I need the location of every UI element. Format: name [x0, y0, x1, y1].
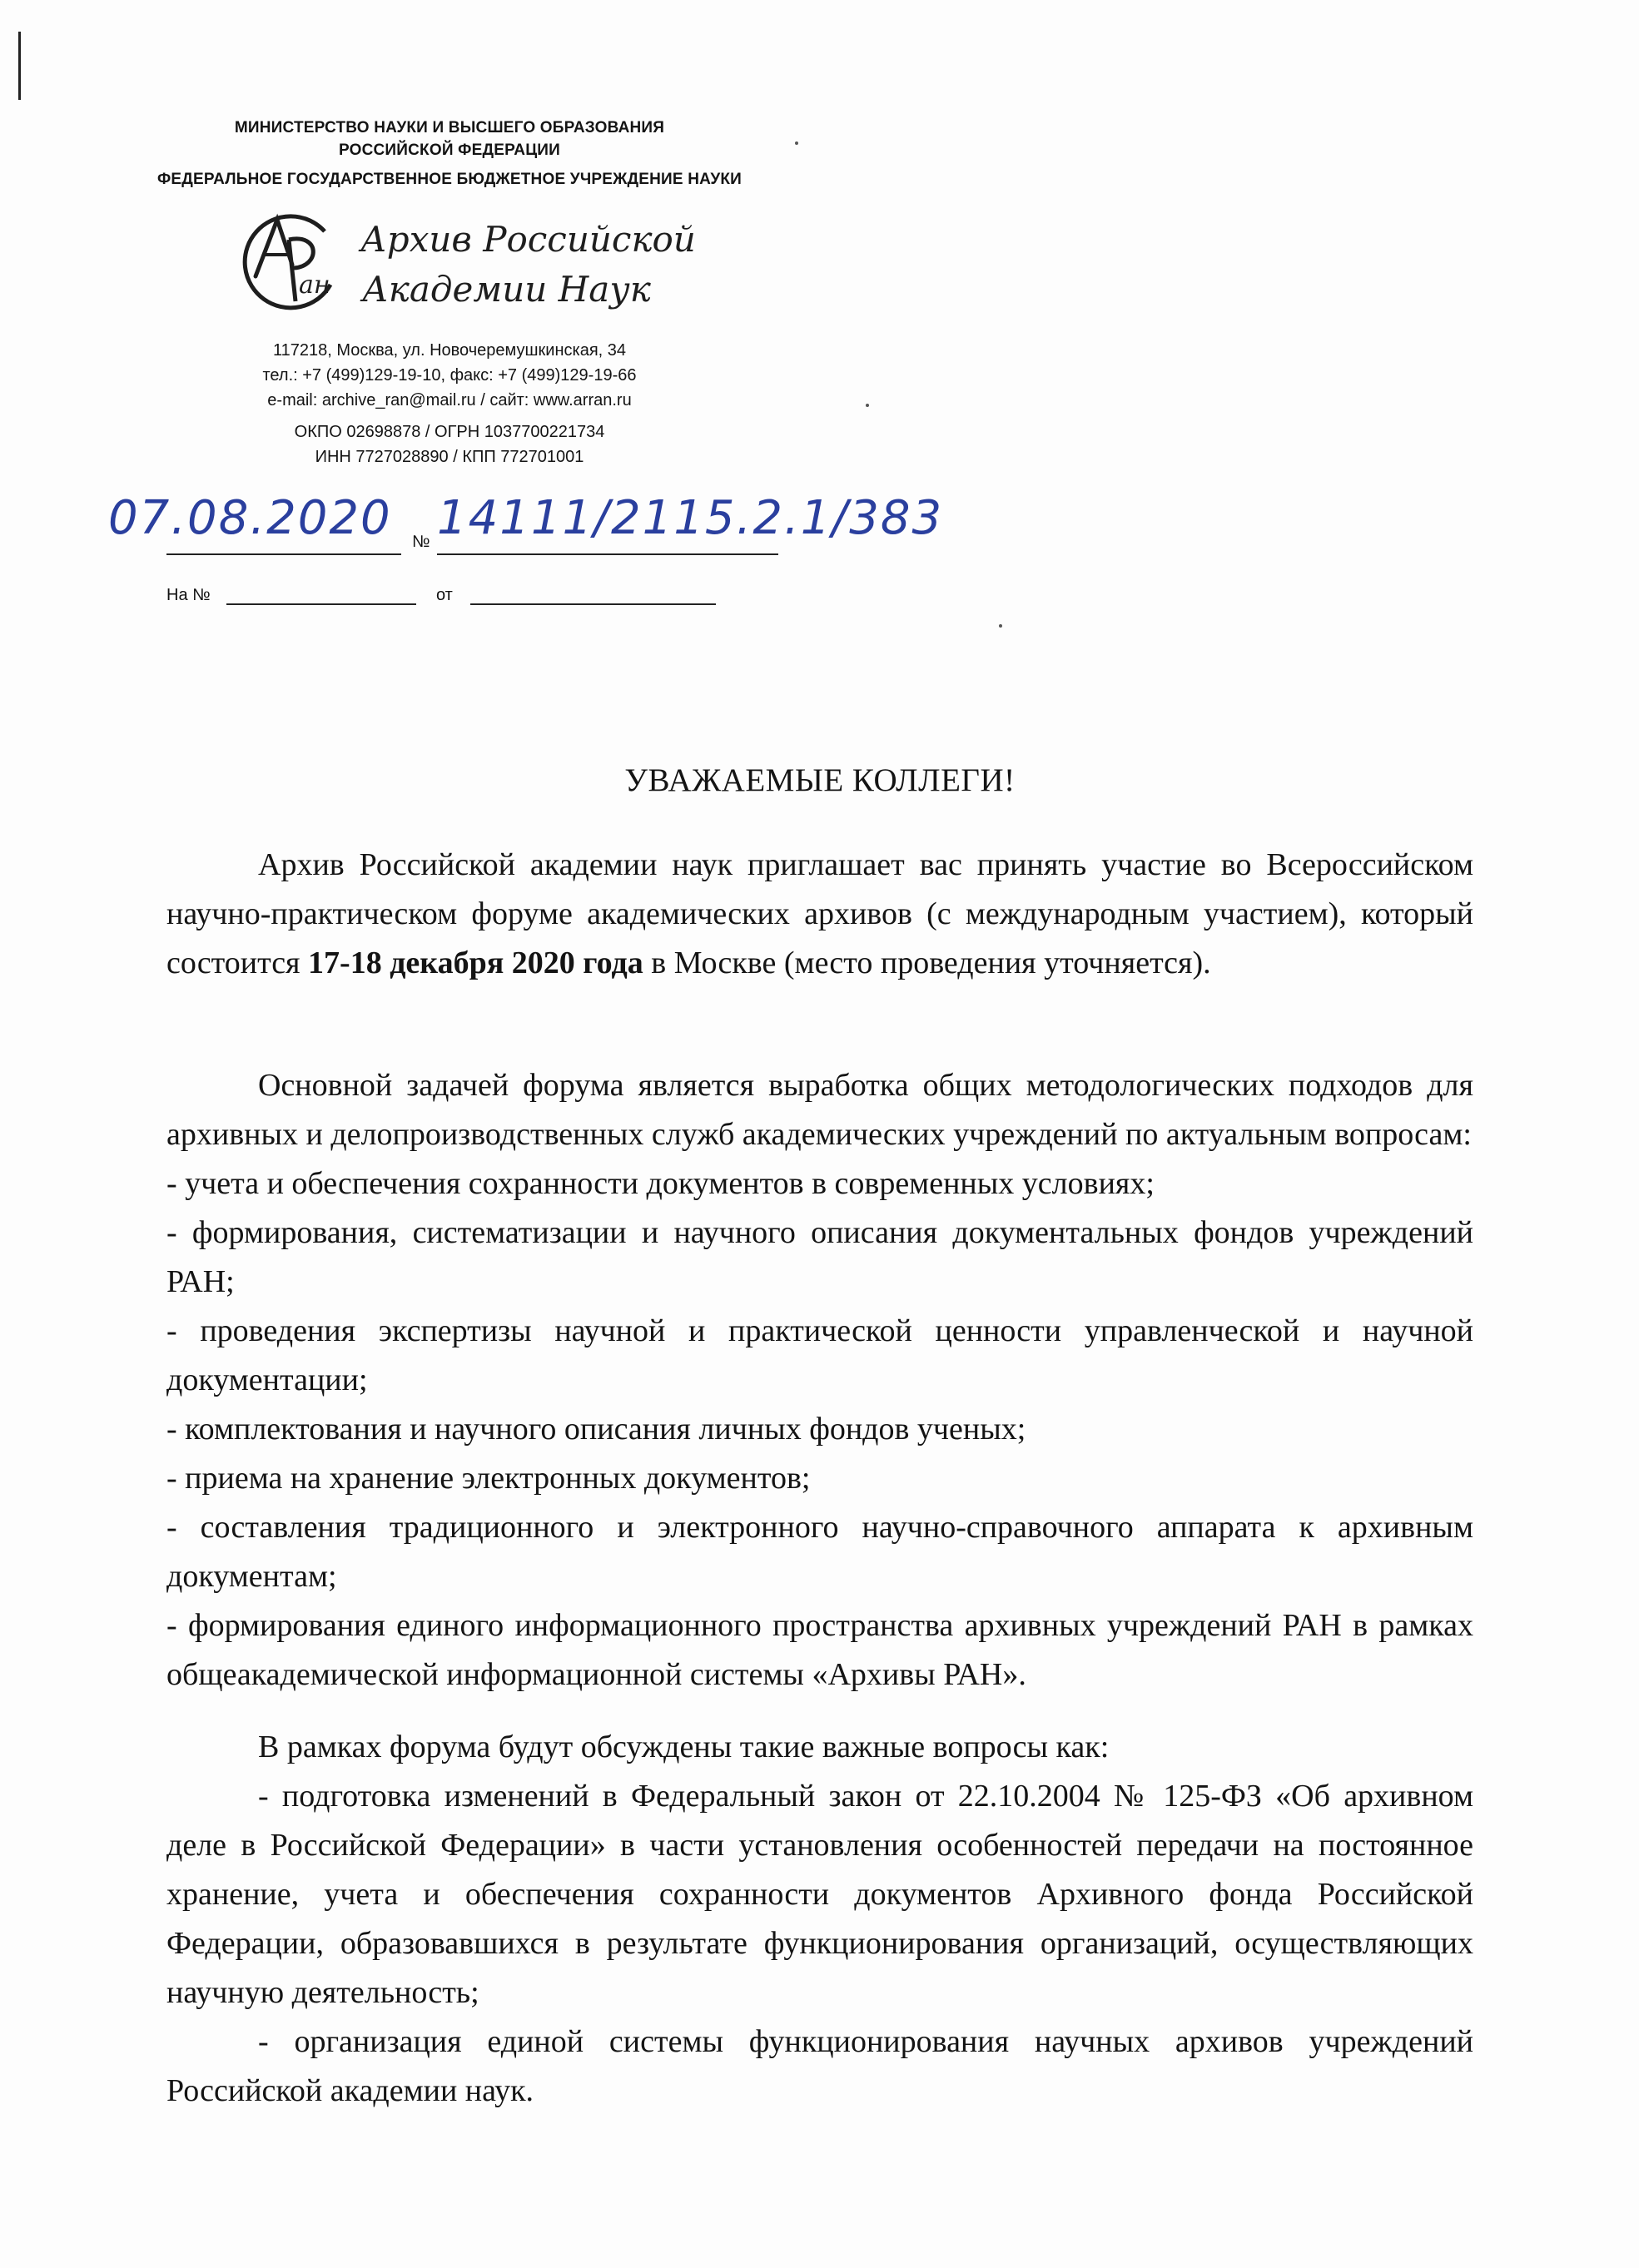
paragraph-objectives	[166, 1061, 1473, 1700]
contact-block	[150, 338, 749, 413]
reply-date-line	[470, 603, 716, 605]
letterhead-header	[150, 117, 749, 191]
list-item: - комплектования и научного описания личных фондов ученых;	[166, 1412, 1026, 1447]
list-item: - подготовка изменений в Федеральный закон от 22.10.2004 № 125-ФЗ «Об архивном деле в Российской Федерации» в части установления особенностей передачи на постоянное хранение, учета и обеспечения сохранности документов Архивного фонда Российской Федерации, образовавшихся в результате функционирования организаций, осуществляющих научную деятельность;	[166, 1779, 1473, 2010]
reply-from-label: от	[436, 586, 453, 604]
scan-edge-mark	[18, 32, 21, 100]
objectives-intro: Основной задачей форума является выработка общих методологических подходов для архивных и делопроизводственных служб академических учреждений по актуальным вопросам:	[166, 1068, 1473, 1152]
issues-intro: В рамках форума будут обсуждены такие важные вопросы как:	[258, 1730, 1110, 1764]
aran-logo-icon	[237, 208, 350, 316]
invitation-text: Архив Российской академии наук приглашает вас принять участие во Всероссийском научно-практическом форуме академических архивов (с международным участием), который состоится	[166, 847, 1473, 980]
list-item: - составления традиционного и электронного научно-справочного аппарата к архивным документам;	[166, 1510, 1473, 1594]
archive-name-line2: Академии Наук	[362, 269, 651, 310]
scan-speck	[866, 404, 869, 407]
list-item: - приема на хранение электронных документов;	[166, 1461, 811, 1496]
paragraph-issues	[166, 1723, 1473, 2116]
archive-name	[360, 215, 696, 315]
email-site: e-mail: archive_ran@mail.ru / сайт: www.arran.ru	[267, 391, 632, 409]
okpo-ogrn: ОКПО 02698878 / ОГРН 1037700221734	[294, 423, 605, 441]
reply-to-label: На №	[166, 586, 211, 604]
svg-text:ан: ан	[299, 270, 330, 300]
number-underline	[437, 553, 778, 555]
ministry-line2: РОССИЙСКОЙ ФЕДЕРАЦИИ	[338, 141, 560, 159]
number-sign: №	[412, 533, 430, 551]
forum-dates: 17-18 декабря 2020 года	[308, 945, 643, 980]
handwritten-date: 07.08.2020	[108, 491, 392, 545]
registration-codes	[150, 419, 749, 469]
paragraph-invitation	[166, 841, 1473, 988]
greeting-heading: УВАЖАЕМЫЕ КОЛЛЕГИ!	[624, 762, 1016, 798]
list-item: - учета и обеспечения сохранности документов в современных условиях;	[166, 1166, 1155, 1201]
list-item: - проведения экспертизы научной и практической ценности управленческой и научной документации;	[166, 1313, 1473, 1397]
archive-name-line1: Архив Российской	[360, 219, 696, 260]
address: 117218, Москва, ул. Новочеремушкинская, 34	[272, 341, 627, 360]
reply-number-line	[226, 603, 416, 605]
list-item: - формирования, систематизации и научного описания документальных фондов учреждений РАН;	[166, 1215, 1473, 1299]
scan-speck	[999, 624, 1002, 628]
list-item: - формирования единого информационного пространства архивных учреждений РАН в рамках общеакадемической информационной системы «Архивы РАН».	[166, 1608, 1473, 1692]
phone-fax: тел.: +7 (499)129-19-10, факс: +7 (499)129-19-66	[262, 366, 637, 385]
list-item: - организация единой системы функционирования научных архивов учреждений Российской академии наук.	[166, 2024, 1473, 2108]
archive-logo-block	[237, 208, 703, 325]
handwritten-number: 14111/2115.2.1/383	[437, 491, 944, 545]
date-underline	[166, 553, 401, 555]
inn-kpp: ИНН 7727028890 / КПП 772701001	[315, 448, 584, 466]
scan-speck	[795, 141, 798, 145]
institution-line: ФЕДЕРАЛЬНОЕ ГОСУДАРСТВЕННОЕ БЮДЖЕТНОЕ УЧРЕЖДЕНИЕ НАУКИ	[156, 171, 743, 188]
invitation-text-end: в Москве (место проведения уточняется).	[643, 945, 1211, 980]
ministry-line1: МИНИСТЕРСТВО НАУКИ И ВЫСШЕГО ОБРАЗОВАНИЯ	[234, 119, 665, 136]
